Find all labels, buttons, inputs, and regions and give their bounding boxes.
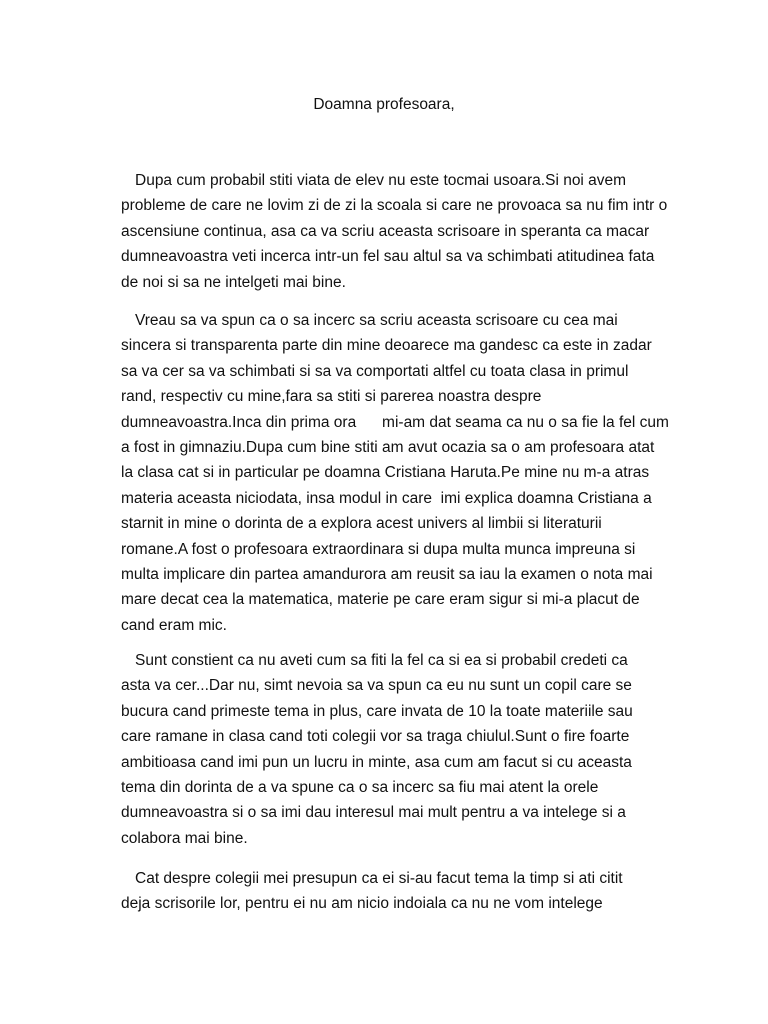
text-line: materia aceasta niciodata, insa modul in care imi explica doamna Cristiana a [121, 489, 652, 507]
text-line: colabora mai bine. [121, 829, 248, 847]
text-line: romane.A fost o profesoara extraordinara si dupa multa munca impreuna si [121, 540, 636, 558]
text-line: mare decat cea la matematica, materie pe care eram sigur si mi-a placut de [121, 591, 640, 609]
text-line: dumneavoastra veti incerca intr-un fel sau altul sa va schimbati atitudinea fata [121, 248, 655, 266]
text-line: Cat despre colegii mei presupun ca ei si-au facut tema la timp si ati citit [135, 870, 623, 887]
text-line: care ramane in clasa cand toti colegii vor sa traga chiulul.Sunt o fire foarte [121, 728, 630, 746]
text-line: tema din dorinta de a va spune ca o sa incerc sa fiu mai atent la orele [121, 778, 599, 796]
text-line: starnit in mine o dorinta de a explora acest univers al limbii si literaturii [121, 515, 602, 533]
text-line: sa va cer sa va schimbati si sa va comportati altfel cu toata clasa in primul [121, 362, 629, 380]
letter-salutation: Doamna profesoara, [313, 96, 455, 113]
text-line: sincera si transparenta parte din mine deoarece ma gandesc ca este in zadar [121, 337, 652, 355]
text-line: Vreau sa va spun ca o sa incerc sa scriu aceasta scrisoare cu cea mai [135, 312, 618, 329]
text-line: ambitioasa cand imi pun un lucru in minte, asa cum am facut si cu aceasta [121, 753, 632, 771]
text-line: deja scrisorile lor, pentru ei nu am nicio indoiala ca nu ne vom intelege [121, 895, 603, 913]
paragraph-3 [121, 648, 681, 851]
text-line: bucura cand primeste tema in plus, care invata de 10 la toate materiile sau [121, 702, 633, 720]
text-line: la clasa cat si in particular pe doamna Cristiana Haruta.Pe mine nu m-a atras [121, 464, 650, 482]
paragraph-1 [121, 168, 681, 295]
text-line: de noi si sa ne intelgeti mai bine. [121, 273, 346, 291]
text-line: Dupa cum probabil stiti viata de elev nu este tocmai usoara.Si noi avem [135, 172, 627, 189]
text-line: dumneavoastra.Inca din prima ora mi-am dat seama ca nu o sa fie la fel cum [121, 413, 669, 431]
text-line: cand eram mic. [121, 616, 227, 634]
text-line: dumneavoastra si o sa imi dau interesul mai mult pentru a va intelege si a [121, 804, 626, 822]
text-line: ascensiune continua, asa ca va scriu aceasta scrisoare in speranta ca macar [121, 222, 650, 240]
text-line: probleme de care ne lovim zi de zi la scoala si care ne provoaca sa nu fim intr o [121, 197, 668, 215]
paragraph-4 [121, 866, 681, 917]
text-line: Sunt constient ca nu aveti cum sa fiti la fel ca si ea si probabil credeti ca [135, 652, 628, 669]
text-line: a fost in gimnaziu.Dupa cum bine stiti am avut ocazia sa o am profesoara atat [121, 438, 655, 456]
paragraph-2 [121, 308, 681, 638]
text-line: multa implicare din partea amandurora am reusit sa iau la examen o nota mai [121, 565, 653, 583]
text-line: asta va cer...Dar nu, simt nevoia sa va spun ca eu nu sunt un copil care se [121, 677, 632, 695]
text-line: rand, respectiv cu mine,fara sa stiti si parerea noastra despre [121, 388, 542, 406]
